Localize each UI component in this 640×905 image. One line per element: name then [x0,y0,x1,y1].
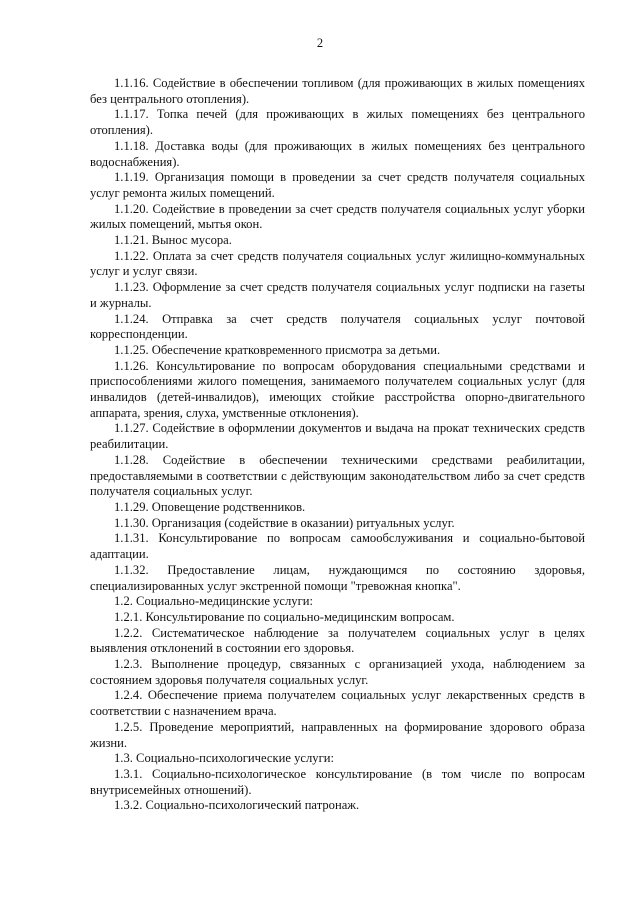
paragraph-1-1-28: 1.1.28. Содействие в обеспечении техническими средствами реабилитации, предоставляемыми в соответствии с действующим законодательством либо за счет средств получателя социальных услуг. [90,452,585,499]
paragraph-1-3-2: 1.3.2. Социально-психологический патронаж. [114,798,360,813]
paragraph-1-1-29: 1.1.29. Оповещение родственников. [114,499,306,514]
paragraph-1-1-22: 1.1.22. Оплата за счет средств получателя социальных услуг жилищно-коммунальных услуг и услуг связи. [90,248,585,279]
paragraph-1-2-4: 1.2.4. Обеспечение приема получателем социальных услуг лекарственных средств в соответствии с назначением врача. [90,688,585,719]
paragraph-1-1-31: 1.1.31. Консультирование по вопросам самообслуживания и социально-бытовой адаптации. [90,531,585,562]
page-number: 2 [316,36,324,50]
paragraph-1-1-27: 1.1.27. Содействие в оформлении документов и выдача на прокат технических средств реабилитации. [90,421,585,452]
paragraph-1-1-19: 1.1.19. Организация помощи в проведении за счет средств получателя социальных услуг ремонта жилых помещений. [90,170,585,200]
paragraph-1-2-1: 1.2.1. Консультирование по социально-медицинским вопросам. [114,609,455,624]
paragraph-1-1-30: 1.1.30. Организация (содействие в оказании) ритуальных услуг. [114,515,455,530]
paragraph-1-1-16: 1.1.16. Содействие в обеспечении топливом (для проживающих в жилых помещениях без центрального отопления). [90,76,585,106]
paragraph-1-1-26: 1.1.26. Консультирование по вопросам оборудования специальными средствами и приспособлениями жилого помещения, занимаемого получателем социальных услуг (для инвалидов (детей-инвалидов), имеющих стойкие расстройства опорно-двигательного аппарата, зрения, слуха, умственные отклонения). [90,358,585,420]
section-heading-1-2: 1.2. Социально-медицинские услуги: [114,594,313,609]
paragraph-1-1-20: 1.1.20. Содействие в проведении за счет средств получателя социальных услуг уборки жилых помещений, мытья окон. [90,201,585,232]
paragraph-1-1-17: 1.1.17. Топка печей (для проживающих в жилых помещениях без центрального отопления). [90,107,585,138]
section-heading-1-3: 1.3. Социально-психологические услуги: [114,751,334,766]
paragraph-1-2-2: 1.2.2. Систематическое наблюдение за получателем социальных услуг в целях выявления отклонений в состоянии его здоровья. [90,625,585,656]
paragraph-1-1-32: 1.1.32. Предоставление лицам, нуждающимся по состоянию здоровья, специализированных услуг экстренной помощи "тревожная кнопка". [90,562,585,593]
paragraph-1-1-23: 1.1.23. Оформление за счет средств получателя социальных услуг подписки на газеты и журналы. [90,280,585,310]
paragraph-1-1-21: 1.1.21. Вынос мусора. [114,233,232,248]
paragraph-1-1-24: 1.1.24. Отправка за счет средств получателя социальных услуг почтовой корреспонденции. [90,311,585,342]
paragraph-1-3-1: 1.3.1. Социально-психологическое консультирование (в том числе по вопросам внутрисемейных отношений). [90,766,585,797]
paragraph-1-2-5: 1.2.5. Проведение мероприятий, направленных на формирование здорового образа жизни. [90,719,585,750]
paragraph-1-2-3: 1.2.3. Выполнение процедур, связанных с организацией ухода, наблюдением за состоянием здоровья получателя социальных услуг. [90,657,585,687]
document-body [90,76,585,814]
paragraph-1-1-25: 1.1.25. Обеспечение кратковременного присмотра за детьми. [114,342,441,357]
paragraph-1-1-18: 1.1.18. Доставка воды (для проживающих в жилых помещениях без центрального водоснабжения). [90,138,585,169]
